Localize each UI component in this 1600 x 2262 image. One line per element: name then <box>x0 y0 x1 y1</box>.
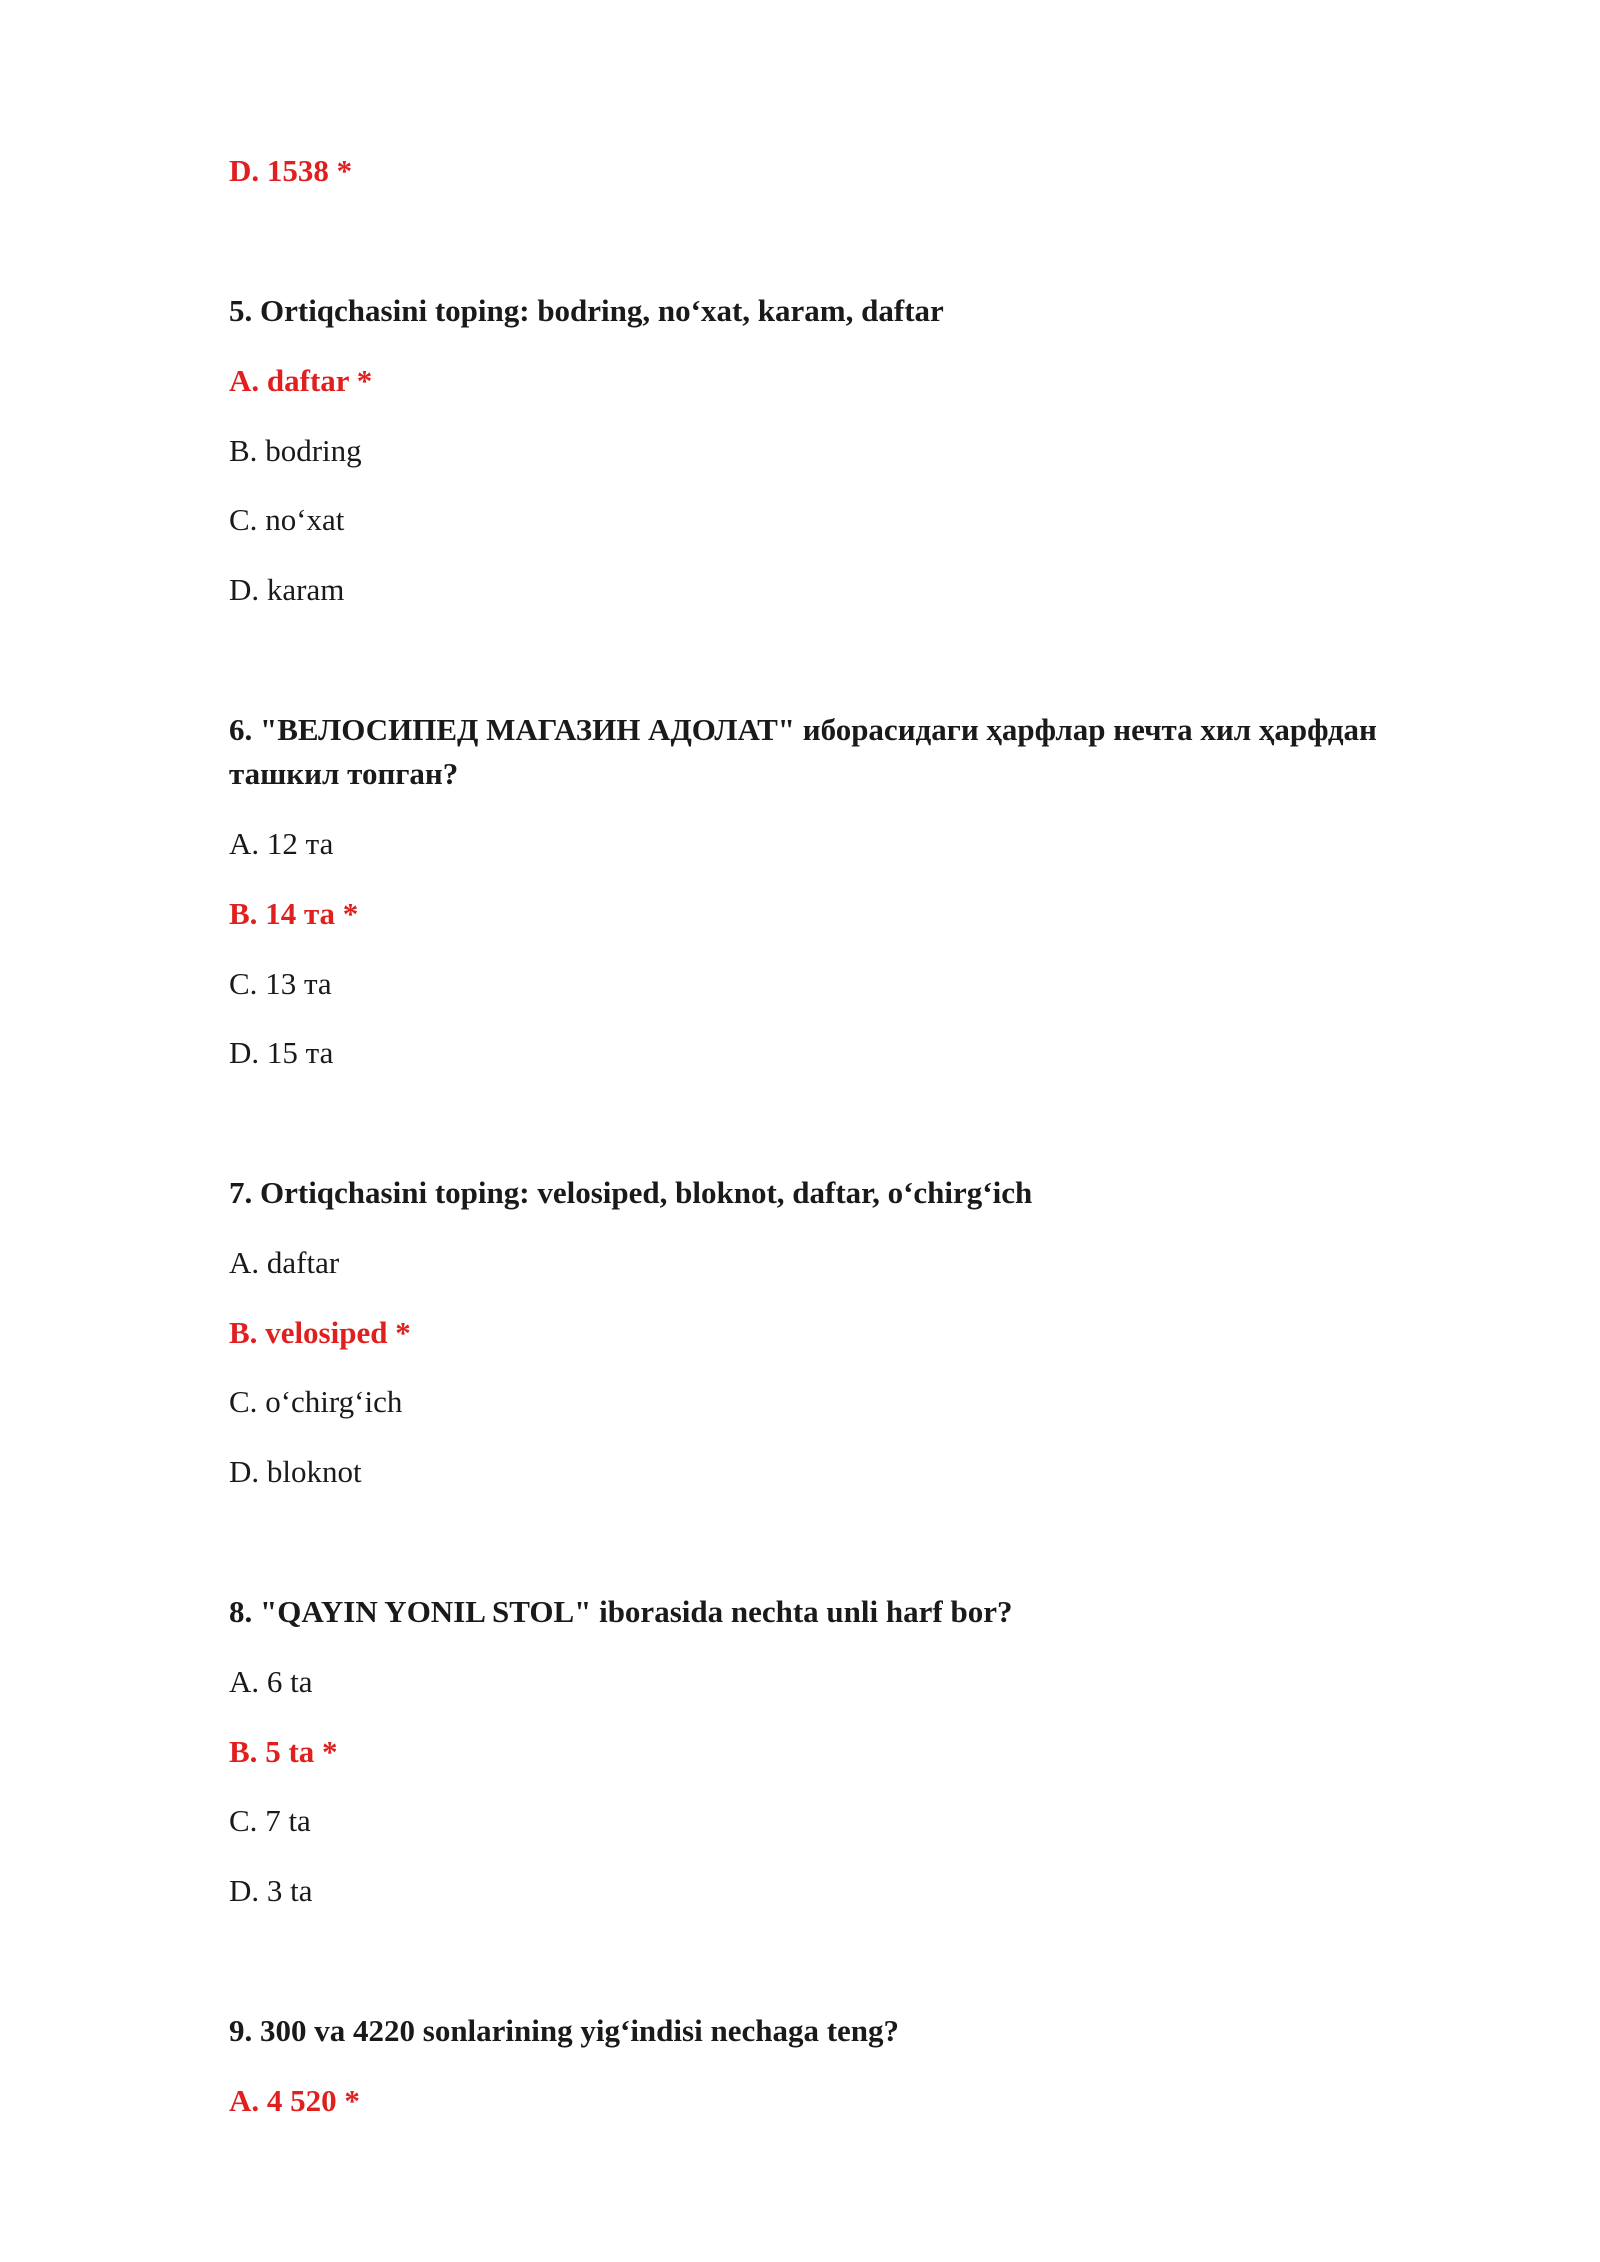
option-d-q5: D. karam <box>229 572 345 607</box>
question-8: 8. "QAYIN YONIL STOL" iborasida nechta unli harf bor? <box>229 1594 1013 1629</box>
option-d-q4: D. 1538 * <box>229 153 353 188</box>
option-a-q7: A. daftar <box>229 1245 340 1280</box>
option-b-q6: B. 14 та * <box>229 896 359 931</box>
option-d-q6: D. 15 та <box>229 1035 334 1070</box>
question-5: 5. Ortiqchasini toping: bodring, no‘xat, karam, daftar <box>229 293 944 328</box>
option-a-q6: A. 12 та <box>229 826 334 861</box>
question-9: 9. 300 va 4220 sonlarining yig‘indisi nechaga teng? <box>229 2013 900 2048</box>
question-7: 7. Ortiqchasini toping: velosiped, bloknot, daftar, o‘chirg‘ich <box>229 1175 1033 1210</box>
option-c-q5: C. no‘xat <box>229 502 345 537</box>
option-c-q8: C. 7 ta <box>229 1803 311 1838</box>
option-d-q8: D. 3 ta <box>229 1873 313 1908</box>
option-b-q5: B. bodring <box>229 433 362 468</box>
option-a-q5: A. daftar * <box>229 363 373 398</box>
option-d-q7: D. bloknot <box>229 1454 362 1489</box>
option-c-q6: C. 13 та <box>229 966 332 1001</box>
document-page <box>229 0 1469 2262</box>
option-c-q7: C. o‘chirg‘ich <box>229 1384 403 1419</box>
option-b-q8: B. 5 ta * <box>229 1734 338 1769</box>
option-a-q9: A. 4 520 * <box>229 2083 360 2118</box>
option-b-q7: B. velosiped * <box>229 1315 411 1350</box>
option-a-q8: A. 6 ta <box>229 1664 313 1699</box>
question-6: 6. "ВЕЛОСИПЕД МАГАЗИН АДОЛАТ" иборасидаги ҳарфлар нечта хил ҳарфдан ташкил топган? <box>229 712 1377 791</box>
